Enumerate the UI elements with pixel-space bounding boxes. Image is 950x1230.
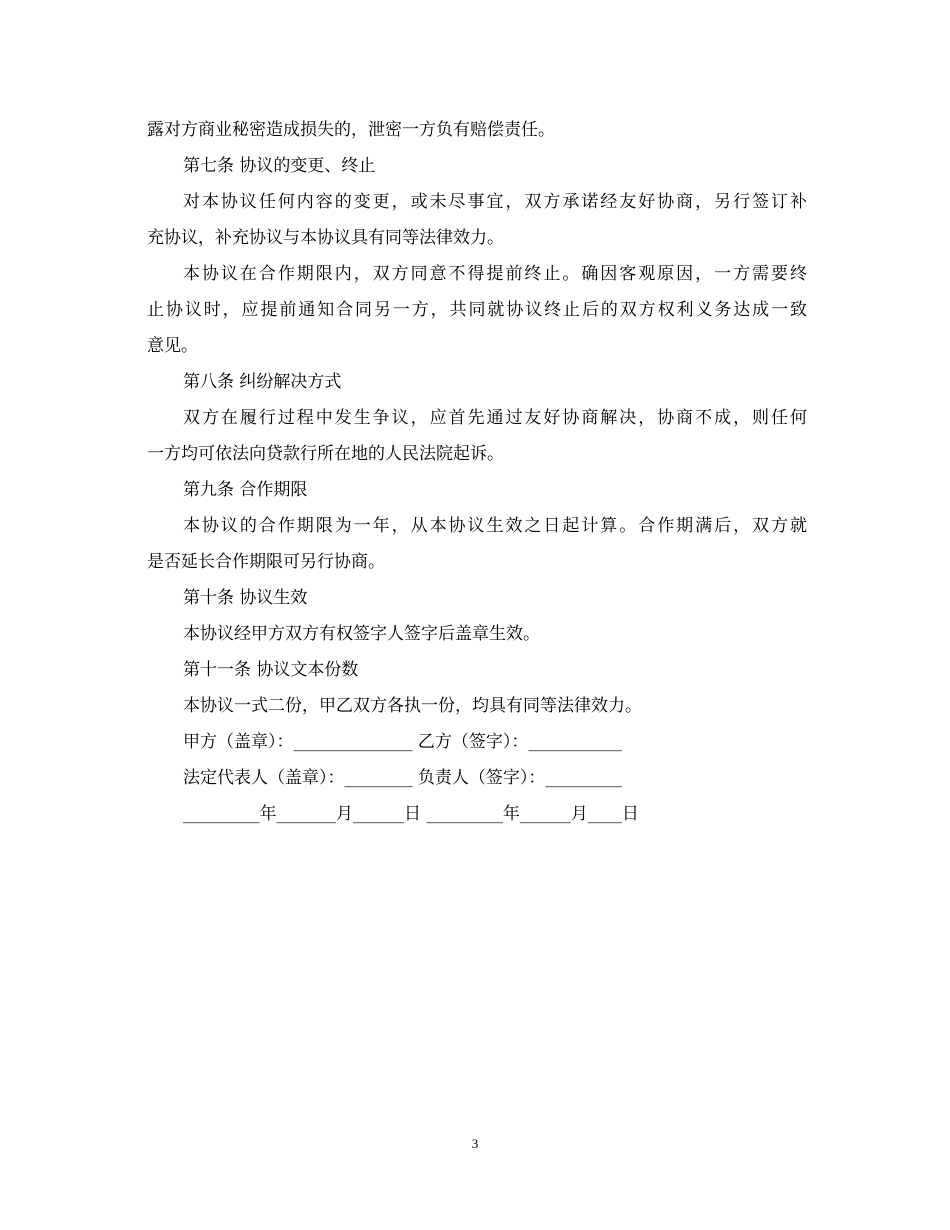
document-body [147, 112, 807, 832]
paragraph-line: 是否延长合作期限可另行协商。 [147, 552, 385, 572]
section-heading-7: 第七条 协议的变更、终止 [183, 156, 376, 176]
paragraph-line: 本协议的合作期限为一年，从本协议生效之日起计算。合作期满后，双方就 [183, 516, 807, 536]
signature-party-line: 甲方（盖章）：______________ 乙方（签字）：___________ [183, 732, 622, 752]
section-heading-10: 第十条 协议生效 [183, 588, 308, 608]
paragraph-line: 露对方商业秘密造成损失的，泄密一方负有赔偿责任。 [147, 120, 555, 140]
signature-date-line: _________年_______月______日 _________年______月____日 [183, 804, 639, 824]
paragraph-line: 一方均可依法向贷款行所在地的人民法院起诉。 [147, 444, 504, 464]
paragraph-line: 双方在履行过程中发生争议，应首先通过友好协商解决，协商不成，则任何 [183, 408, 807, 428]
page-number: 3 [471, 1136, 479, 1151]
paragraph-line: 本协议经甲方双方有权签字人签字后盖章生效。 [183, 624, 540, 644]
section-heading-11: 第十一条 协议文本份数 [183, 660, 359, 680]
paragraph-line: 本协议在合作期限内，双方同意不得提前终止。确因客观原因，一方需要终 [183, 264, 807, 284]
paragraph-line: 止协议时，应提前通知合同另一方，共同就协议终止后的双方权利义务达成一致 [147, 300, 807, 320]
paragraph-line: 本协议一式二份，甲乙双方各执一份，均具有同等法律效力。 [183, 696, 642, 716]
paragraph-line: 充协议，补充协议与本协议具有同等法律效力。 [147, 228, 504, 248]
paragraph-line: 意见。 [147, 336, 198, 356]
signature-representative-line: 法定代表人（盖章）：________ 负责人（签字）：_________ [183, 768, 622, 788]
section-heading-9: 第九条 合作期限 [183, 480, 308, 500]
section-heading-8: 第八条 纠纷解决方式 [183, 372, 342, 392]
paragraph-line: 对本协议任何内容的变更，或未尽事宜，双方承诺经友好协商，另行签订补 [183, 192, 807, 212]
